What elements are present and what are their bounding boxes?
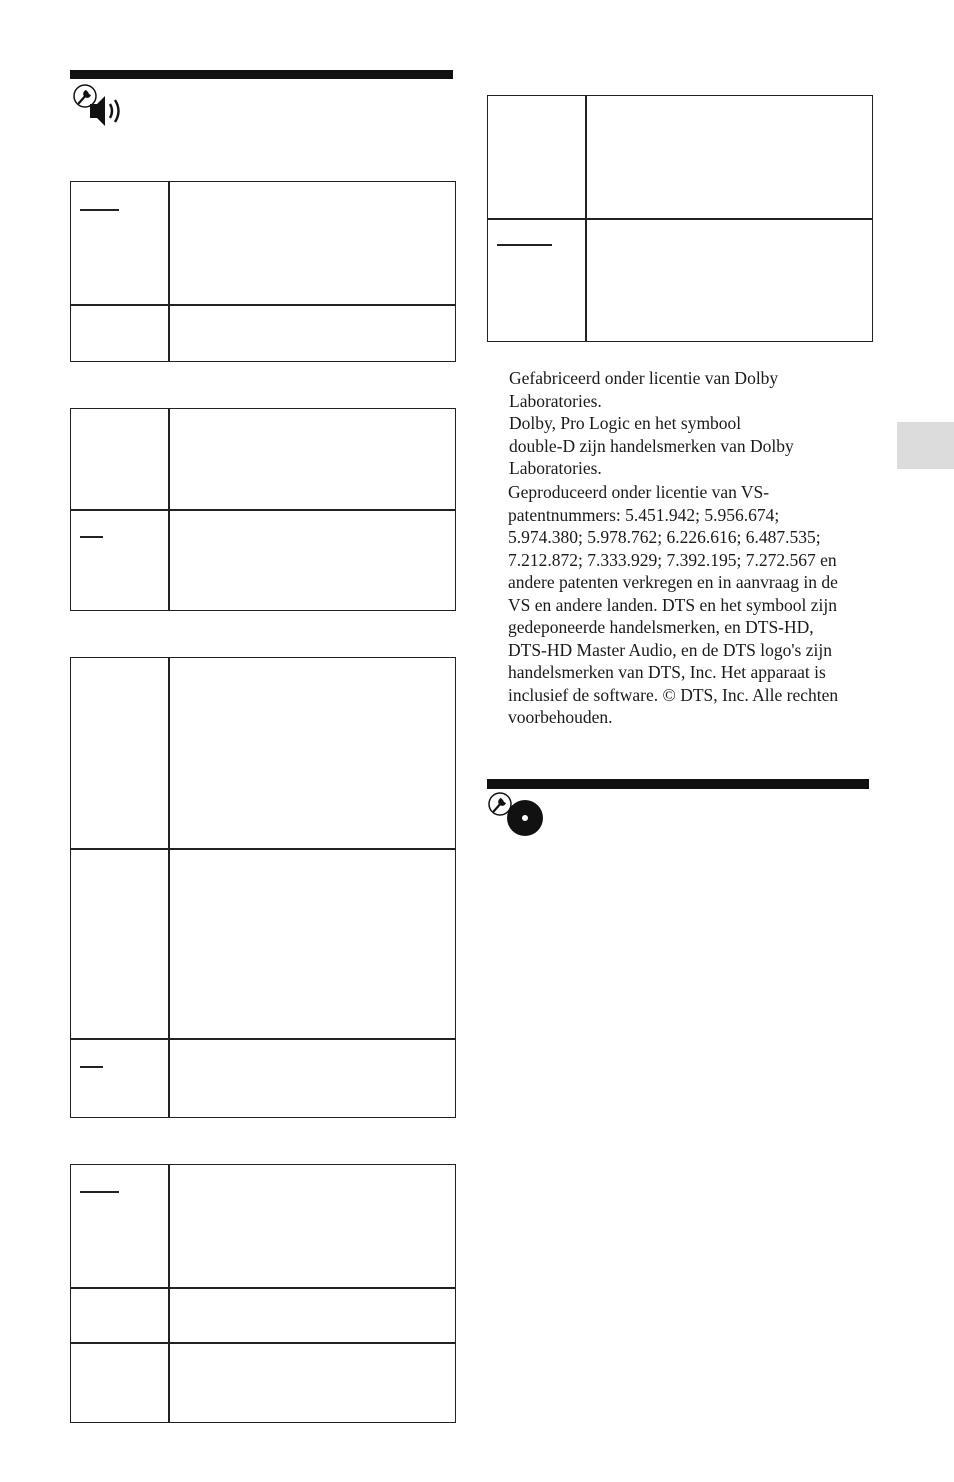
default-option-mark bbox=[497, 244, 552, 246]
notice-line: handelsmerken van DTS, Inc. Het apparaat is bbox=[508, 662, 826, 682]
notice-line: Geproduceerd onder licentie van VS- bbox=[508, 482, 770, 502]
notice-line: 7.212.872; 7.333.929; 7.392.195; 7.272.567 en bbox=[508, 549, 837, 570]
table-row-divider bbox=[71, 848, 455, 850]
notice-line: Dolby, Pro Logic en het symbool bbox=[509, 413, 742, 433]
default-option-mark bbox=[80, 1191, 119, 1193]
notice-line: Laboratories. bbox=[509, 458, 602, 478]
table-row-divider bbox=[71, 304, 455, 306]
table-divider bbox=[168, 1165, 170, 1422]
notice-line: voorbehouden. bbox=[508, 707, 613, 727]
notice-line: inclusief de software. © DTS, Inc. Alle rechten bbox=[508, 684, 839, 705]
section-rule-audio bbox=[70, 70, 453, 79]
notice-line: VS en andere landen. DTS en het symbool zijn bbox=[508, 594, 838, 615]
settings-table-3 bbox=[70, 657, 456, 1118]
settings-table-1 bbox=[70, 181, 456, 362]
table-row-divider bbox=[71, 509, 455, 511]
table-row-divider bbox=[71, 1038, 455, 1040]
section-rule-disc bbox=[487, 779, 869, 789]
notice-line: 5.974.380; 5.978.762; 6.226.616; 6.487.535; bbox=[508, 527, 821, 547]
wrench-speaker-icon bbox=[72, 82, 128, 130]
settings-table-2 bbox=[70, 408, 456, 611]
audio-settings-icon bbox=[72, 82, 128, 130]
notice-line: Gefabriceerd onder licentie van Dolby bbox=[509, 368, 779, 388]
default-option-mark bbox=[80, 536, 103, 538]
notice-line: gedeponeerde handelsmerken, en DTS-HD, bbox=[508, 617, 814, 637]
table-row-divider bbox=[71, 1287, 455, 1289]
notice-line: andere patenten verkregen en in aanvraag in de bbox=[508, 572, 838, 592]
settings-table-4 bbox=[70, 1164, 456, 1423]
table-divider bbox=[168, 658, 170, 1117]
table-divider bbox=[168, 182, 170, 361]
notice-line: double-D zijn handelsmerken van Dolby bbox=[509, 435, 794, 456]
default-option-mark bbox=[80, 1066, 103, 1068]
default-option-mark bbox=[80, 209, 119, 211]
dts-license-notice bbox=[508, 481, 878, 729]
table-row-divider bbox=[488, 218, 872, 220]
table-row-divider bbox=[71, 1342, 455, 1344]
notice-line: Laboratories. bbox=[509, 390, 602, 411]
notice-line: DTS-HD Master Audio, en de DTS logo's zijn bbox=[508, 639, 832, 660]
chapter-side-tab bbox=[897, 422, 954, 469]
dolby-license-notice bbox=[509, 367, 869, 480]
settings-table-5 bbox=[487, 95, 873, 342]
notice-line: patentnummers: 5.451.942; 5.956.674; bbox=[508, 504, 780, 525]
wrench-disc-icon bbox=[487, 792, 547, 838]
disc-settings-icon bbox=[487, 792, 547, 838]
